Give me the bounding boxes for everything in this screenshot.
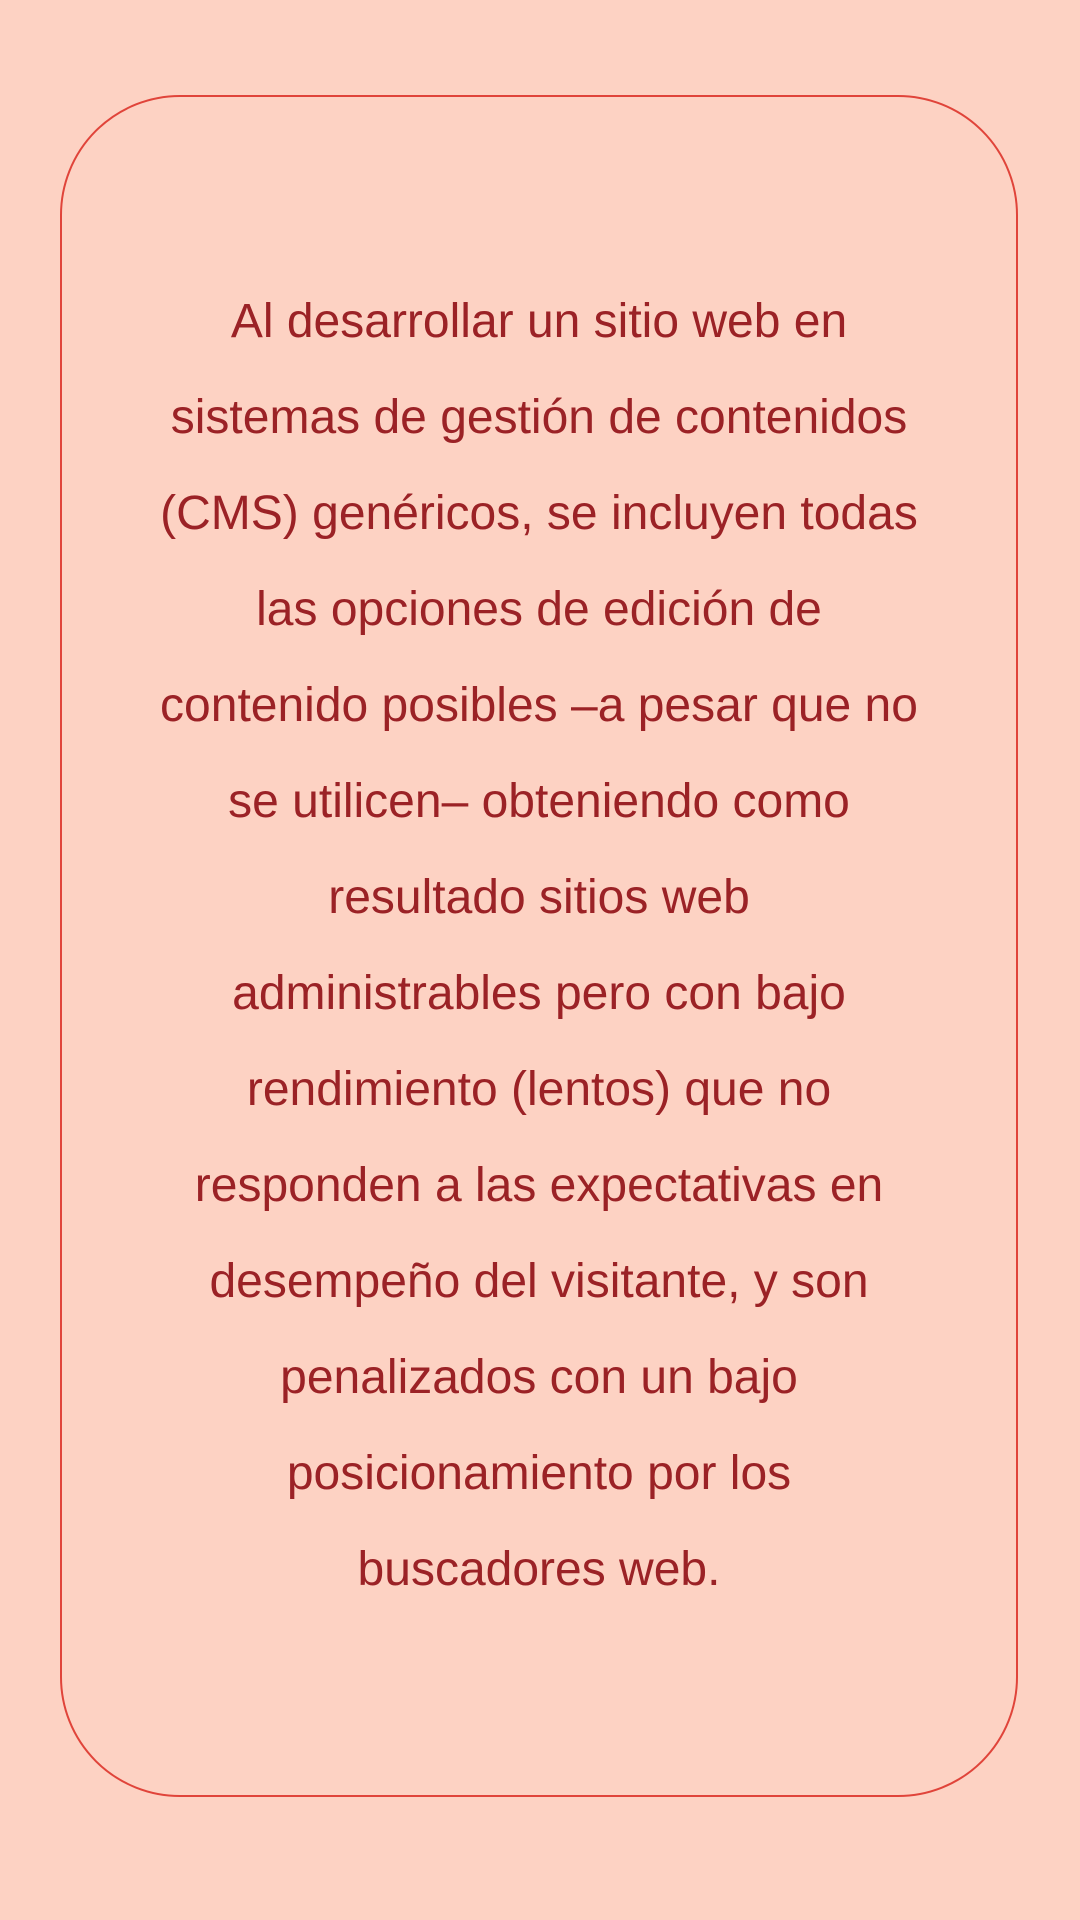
card-paragraph: Al desarrollar un sitio web en sistemas de gestión de contenidos (CMS) genéricos, se incluyen todas las opciones de edición de contenido posibles –a pesar que no se utilicen– obteniendo como resultado sitios web administrables pero con bajo rendimiento (lentos) que no responden a las expectativas en desempeño del visitante, y son penalizados con un bajo posicionamiento por los buscadores web. — [160, 295, 918, 1596]
quote-card — [60, 95, 1018, 1797]
